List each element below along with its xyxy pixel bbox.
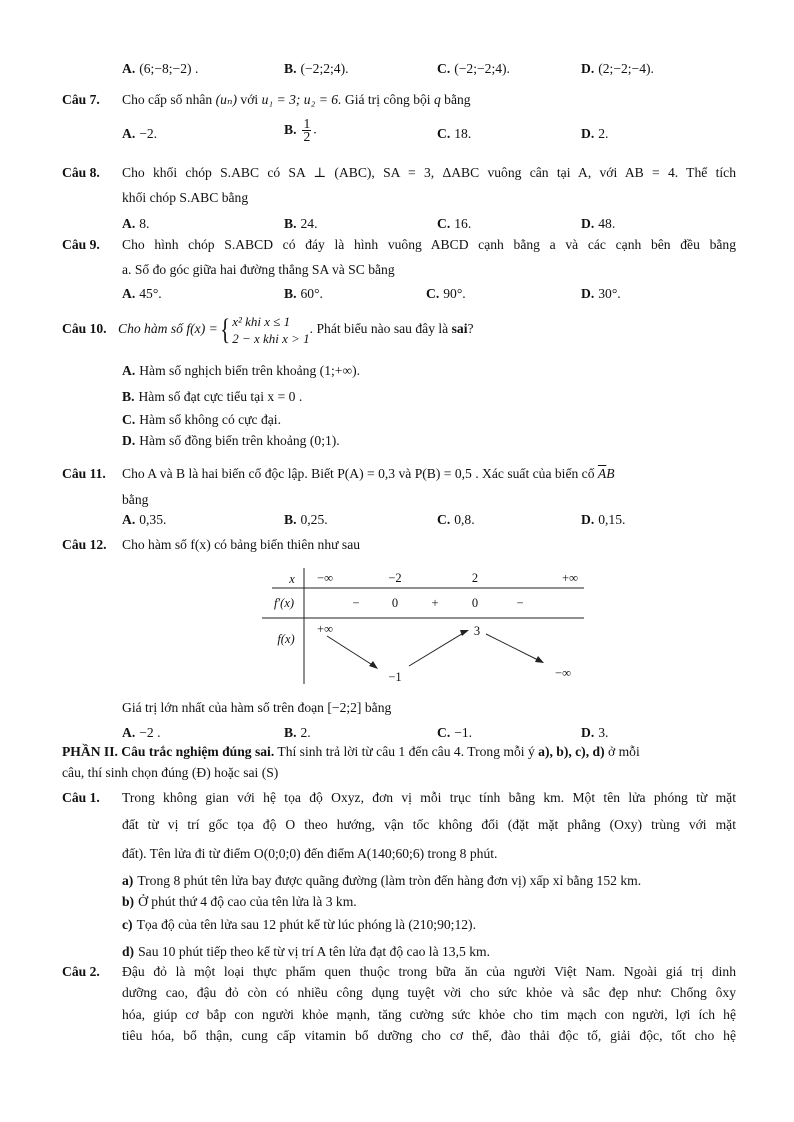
q10-stem: Cho hàm số f(x) ={ x² khi x ≤ 1 2 − x khi x > 1 . Phát biểu nào sau đây là sai? bbox=[118, 312, 474, 346]
p2q2-line3: hóa, giúp cơ bắp con người khỏe mạnh, tăng cường sức khỏe cho tim mạch con người, lợi ích hệ bbox=[122, 1007, 736, 1022]
q8-stem-line2: khối chóp S.ABC bằng bbox=[122, 190, 249, 205]
q10-option-a: A. Hàm số nghịch biến trên khoảng (1;+∞). bbox=[122, 363, 361, 378]
part2-intro-line2: câu, thí sinh chọn đúng (Đ) hoặc sai (S) bbox=[62, 765, 279, 780]
q6-option-d: D. (2;−2;−4). bbox=[581, 61, 654, 76]
table-x-1: −∞ bbox=[317, 571, 333, 585]
arrow-decrease-2 bbox=[486, 634, 540, 661]
p2q1-stem-line1: Trong không gian với hệ tọa độ Oxyz, đơn vị mỗi trục tính bằng km. Một tên lửa phóng từ mặt bbox=[122, 790, 736, 805]
arrow-head-1 bbox=[369, 661, 378, 669]
q8-option-b: B. 24. bbox=[284, 216, 318, 231]
q10-label: Câu 10. bbox=[62, 321, 107, 336]
q10-option-d: D. Hàm số đồng biến trên khoảng (0;1). bbox=[122, 433, 340, 448]
table-fp-2: 0 bbox=[391, 596, 399, 610]
table-x-3: 2 bbox=[471, 571, 479, 585]
q10-option-b: B. Hàm số đạt cực tiểu tại x = 0 . bbox=[122, 389, 303, 404]
p2q2-line2: dưỡng cao, đậu đỏ còn có nhiều công dụng tuyệt vời cho sức khỏe và sắc đẹp như: Chống ôxy bbox=[122, 985, 736, 1000]
q7-label: Câu 7. bbox=[62, 92, 100, 107]
table-x-4: +∞ bbox=[562, 571, 578, 585]
q7-option-a: A. −2. bbox=[122, 126, 158, 141]
table-x-header: x bbox=[289, 572, 295, 586]
q9-option-d: D. 30°. bbox=[581, 286, 621, 301]
q12-label: Câu 12. bbox=[62, 537, 107, 552]
variation-table bbox=[262, 564, 592, 688]
q6-option-c: C. (−2;−2;4). bbox=[437, 61, 510, 76]
p2q1-stem-line2: đất từ vị trí gốc tọa độ O theo hướng, vận tốc không đổi (đặt mặt phẳng (Oxy) trùng với mặt bbox=[122, 817, 736, 832]
q12-option-b: B. 2. bbox=[284, 725, 311, 740]
table-x-2: −2 bbox=[388, 571, 402, 585]
q9-option-b: B. 60°. bbox=[284, 286, 323, 301]
q12-option-d: D. 3. bbox=[581, 725, 609, 740]
q6-option-a: A. (6;−8;−2) . bbox=[122, 61, 199, 76]
arrow-head-3 bbox=[535, 656, 544, 663]
p2q1-label: Câu 1. bbox=[62, 790, 100, 805]
q10-option-c: C. Hàm số không có cực đại. bbox=[122, 412, 281, 427]
q12-stem-line1: Cho hàm số f(x) có bảng biến thiên như sau bbox=[122, 537, 361, 552]
q12-option-a: A. −2 . bbox=[122, 725, 161, 740]
q7-option-b: B. $\frac{1}{2}$ . bbox=[284, 116, 317, 144]
part2-heading: PHẦN II. Câu trắc nghiệm đúng sai. Thí sinh trả lời từ câu 1 đến câu 4. Trong mỗi ý a), b), c), d) ở mỗi bbox=[62, 744, 640, 759]
table-fp-4: 0 bbox=[471, 596, 479, 610]
q11-option-d: D. 0,15. bbox=[581, 512, 626, 527]
p2q1-item-a: a) Trong 8 phút tên lửa bay được quãng đường (làm tròn đến hàng đơn vị) xấp xỉ bằng 152 km. bbox=[122, 873, 642, 888]
variation-table-lines bbox=[262, 564, 592, 688]
q7-option-c: C. 18. bbox=[437, 126, 472, 141]
p2q1-item-c: c) Tọa độ của tên lửa sau 12 phút kể từ lúc phóng là (210;90;12). bbox=[122, 917, 476, 932]
q9-option-c: C. 90°. bbox=[426, 286, 466, 301]
table-fprime-header: f′(x) bbox=[273, 596, 295, 610]
p2q2-line4: tiêu hóa, bổ thận, cung cấp vitamin bổ dưỡng cho cơ thể, đào thải độc tố, giải độc, tốt cho hệ bbox=[122, 1028, 736, 1043]
table-fp-5: − bbox=[516, 596, 524, 610]
q11-stem-line2: bằng bbox=[122, 492, 149, 507]
arrow-head-2 bbox=[460, 630, 469, 636]
q11-label: Câu 11. bbox=[62, 466, 106, 481]
q9-label: Câu 9. bbox=[62, 237, 100, 252]
p2q2-line1: Đậu đỏ là một loại thực phẩm quen thuộc trong bữa ăn của người Việt Nam. Ngoài giá trị dinh bbox=[122, 964, 736, 979]
q8-option-c: C. 16. bbox=[437, 216, 472, 231]
q11-option-b: B. 0,25. bbox=[284, 512, 328, 527]
q11-option-a: A. 0,35. bbox=[122, 512, 167, 527]
p2q1-item-d: d) Sau 10 phút tiếp theo kể từ vị trí A tên lửa đạt độ cao là 13,5 km. bbox=[122, 944, 490, 959]
brace-glyph: { bbox=[219, 312, 231, 346]
table-f-2: −1 bbox=[388, 670, 402, 684]
table-f-4: −∞ bbox=[555, 666, 571, 680]
q8-label: Câu 8. bbox=[62, 165, 100, 180]
p2q2-label: Câu 2. bbox=[62, 964, 100, 979]
q11-stem-line1: Cho A và B là hai biến cố độc lập. Biết P(A) = 0,3 và P(B) = 0,5 . Xác suất của biến cố $\overline{A}B$ bbox=[122, 466, 615, 481]
table-f-3: 3 bbox=[473, 624, 481, 638]
table-fp-1: − bbox=[352, 596, 360, 610]
q8-option-a: A. 8. bbox=[122, 216, 150, 231]
q12-option-c: C. −1. bbox=[437, 725, 473, 740]
arrow-decrease-1 bbox=[327, 636, 374, 666]
table-f-1: +∞ bbox=[317, 622, 333, 636]
q11-option-c: C. 0,8. bbox=[437, 512, 475, 527]
q9-stem-line1: Cho hình chóp S.ABCD có đáy là hình vuông ABCD cạnh bằng a và các cạnh bên đều bằng bbox=[122, 237, 736, 252]
table-fp-3: + bbox=[431, 596, 439, 610]
p2q1-stem-line3: đất). Tên lửa đi từ điểm O(0;0;0) đến điểm A(140;60;6) trong 8 phút. bbox=[122, 846, 498, 861]
q12-stem-line2: Giá trị lớn nhất của hàm số trên đoạn [−2;2] bằng bbox=[122, 700, 392, 715]
table-f-header: f(x) bbox=[277, 632, 295, 646]
arrow-increase bbox=[409, 632, 465, 666]
q9-stem-line2: a. Số đo góc giữa hai đường thẳng SA và SC bằng bbox=[122, 262, 395, 277]
q7-stem: Cho cấp số nhân (uₙ) với u₁ = 3; u₂ = 6. Giá trị công bội q bằng bbox=[122, 92, 471, 107]
q8-stem-line1: Cho khối chóp S.ABC có SA ⊥ (ABC), SA = 3, ΔABC vuông cân tại A, với AB = 4. Thể tích bbox=[122, 165, 736, 180]
p2q1-item-b: b) Ở phút thứ 4 độ cao của tên lửa là 3 km. bbox=[122, 894, 357, 909]
q6-option-b: B. (−2;2;4). bbox=[284, 61, 349, 76]
q8-option-d: D. 48. bbox=[581, 216, 616, 231]
q9-option-a: A. 45°. bbox=[122, 286, 162, 301]
q7-option-d: D. 2. bbox=[581, 126, 609, 141]
